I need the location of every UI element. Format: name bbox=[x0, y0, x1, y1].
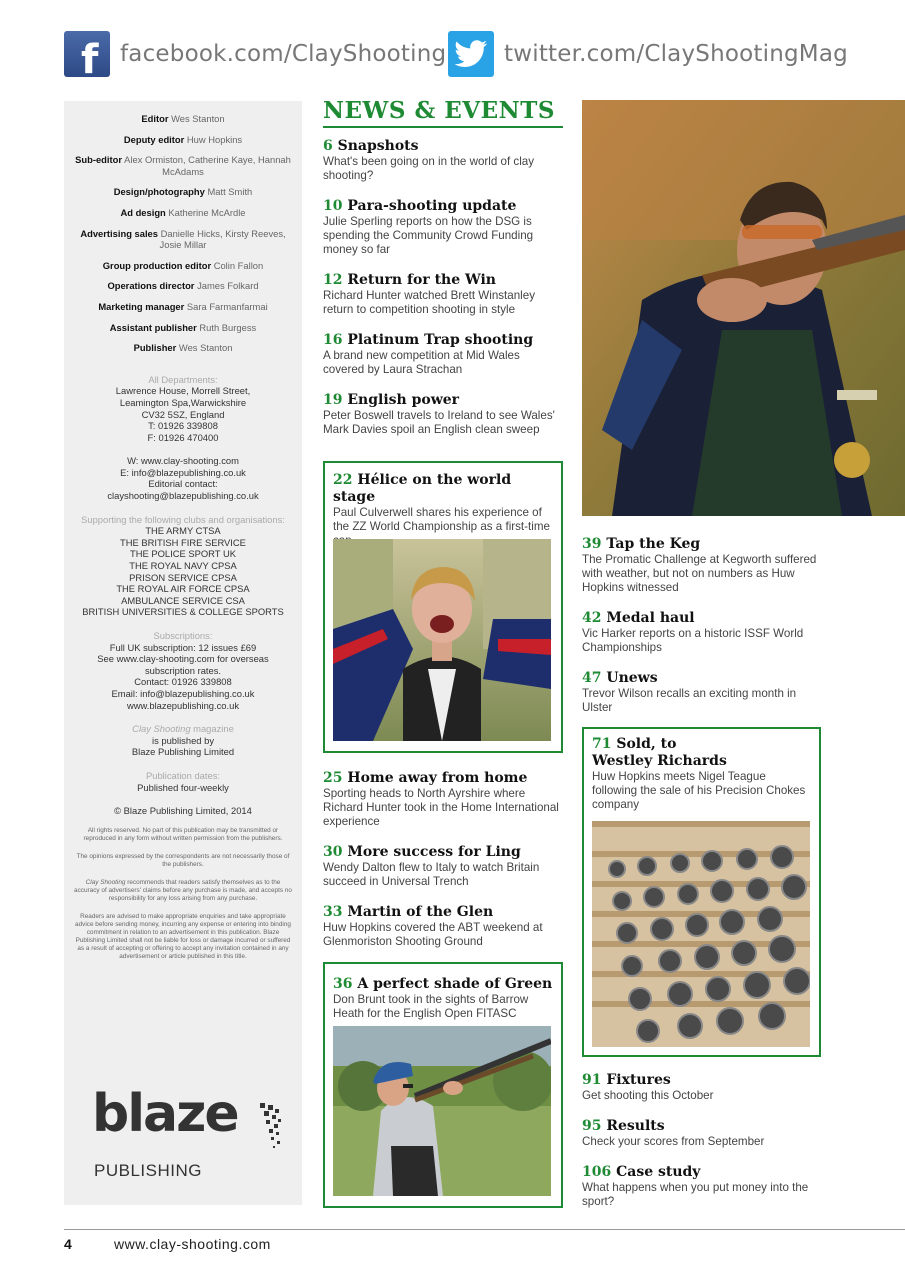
staff-name: Huw Hopkins bbox=[186, 133, 243, 145]
twitter-bird-icon bbox=[448, 31, 494, 77]
fax-line: F: 01926 470400 bbox=[147, 431, 219, 443]
staff-name: Alex Ormiston, Catherine Kaye, Hannah McAdams bbox=[124, 154, 291, 177]
page-number-footer: 4 bbox=[64, 1236, 72, 1252]
title-text: A perfect shade of Green bbox=[352, 976, 553, 992]
article-title bbox=[582, 1164, 822, 1181]
article-description: Wendy Dalton flew to Italy to watch Britain succeed in Universal Trench bbox=[323, 861, 540, 888]
article-description: A brand new competition at Mid Wales covered by Laura Strachan bbox=[323, 349, 520, 376]
article-description: Paul Culverwell shares his experience of the ZZ World Championship as a first-time bbox=[333, 506, 550, 533]
club-item: BRITISH UNIVERSITIES & COLLEGE SPORTS bbox=[82, 606, 284, 618]
staff-list bbox=[64, 113, 302, 354]
masthead-sidebar bbox=[64, 101, 302, 1205]
magazine-name: Clay Shooting bbox=[85, 878, 126, 886]
article-title bbox=[323, 770, 561, 787]
contact-block bbox=[72, 455, 294, 501]
article-description: Vic Harker reports on a historic ISSF World Championships bbox=[582, 627, 804, 654]
address-heading: All Departments: bbox=[148, 373, 218, 385]
featured-article-box[interactable] bbox=[323, 962, 563, 1208]
club-item: THE ROYAL NAVY CPSA bbox=[129, 560, 237, 572]
article-entry[interactable] bbox=[323, 844, 561, 889]
article-description: Sporting heads to North Ayrshire where Richard Hunter took in the Home International experience bbox=[323, 787, 559, 828]
article-entry[interactable] bbox=[323, 138, 561, 183]
magazine-name: Clay Shooting bbox=[132, 723, 191, 735]
staff-row bbox=[64, 207, 302, 219]
page-number: 6 bbox=[323, 138, 333, 154]
article-description: Huw Hopkins covered the ABT weekend at Glenmoriston Shooting Ground bbox=[323, 921, 543, 948]
twitter-url[interactable]: twitter.com/ClayShootingMag bbox=[504, 41, 848, 67]
article-photo bbox=[592, 821, 810, 1047]
twitter-link[interactable] bbox=[448, 30, 848, 78]
subscription-line: Contact: 01926 339808 bbox=[134, 676, 232, 688]
staff-name: Katherine McArdle bbox=[168, 206, 246, 218]
article-title bbox=[333, 472, 555, 506]
svg-text:f: f bbox=[81, 37, 99, 77]
club-item: AMBULANCE SERVICE CSA bbox=[121, 594, 245, 606]
advice-notice: Readers are advised to make appropriate enquiries and take appropriate advice before sending money, incurring any expense or entering into binding commitment in relation to an advertisement in this publication. Blaze Publishing Limited shall not be liable for loss or damage incurred or suffered as a result of accepting or offering to accept any invitation contained in any advertisement or article published in this title. bbox=[75, 912, 291, 960]
editorial-email[interactable]: clayshooting@blazepublishing.co.uk bbox=[107, 490, 259, 502]
staff-name: Wes Stanton bbox=[178, 342, 233, 354]
page-number: 12 bbox=[323, 272, 343, 288]
logo-wordmark: blaze bbox=[92, 1084, 238, 1144]
staff-role: Ad design bbox=[120, 206, 166, 218]
facebook-url[interactable]: facebook.com/ClayShooting bbox=[120, 41, 447, 67]
article-description: What happens when you put money into the sport? bbox=[582, 1181, 809, 1208]
page-number: 22 bbox=[333, 472, 353, 488]
address-block bbox=[72, 374, 294, 444]
address-line: Leamington Spa,Warwickshire bbox=[119, 396, 247, 408]
title-text-line2: Westley Richards bbox=[592, 753, 727, 769]
article-description: Julie Sperling reports on how the DSG is spending the Community Crowd Funding money so far bbox=[323, 215, 534, 256]
article-description: Don Brunt took in the sights of Barrow Heath for the English Open FITASC bbox=[333, 993, 529, 1020]
page-number: 39 bbox=[582, 536, 602, 552]
article-description: Huw Hopkins meets Nigel Teague following the sale of his Precision Chokes company bbox=[592, 770, 806, 811]
staff-row bbox=[64, 228, 302, 251]
subscription-line: See www.clay-shooting.com for overseas bbox=[97, 653, 269, 665]
title-text: Martin of the Glen bbox=[342, 904, 494, 920]
feature-photo-shooter bbox=[582, 100, 905, 516]
staff-role: Advertising sales bbox=[80, 227, 158, 239]
article-photo bbox=[333, 1026, 551, 1196]
staff-row bbox=[64, 342, 302, 354]
page-number: 10 bbox=[323, 198, 343, 214]
page-number: 33 bbox=[323, 904, 343, 920]
copyright bbox=[72, 805, 294, 817]
article-title bbox=[592, 736, 812, 753]
page-number: 71 bbox=[592, 736, 612, 752]
staff-name: Wes Stanton bbox=[171, 113, 225, 124]
email-line[interactable]: E: info@blazepublishing.co.uk bbox=[120, 466, 246, 478]
article-title bbox=[582, 1118, 822, 1135]
staff-row bbox=[64, 113, 302, 125]
article-description: Get shooting this October bbox=[582, 1089, 714, 1102]
blaze-publishing-logo bbox=[92, 1084, 282, 1191]
title-text: Sold, to bbox=[611, 736, 677, 752]
staff-name: James Folkard bbox=[197, 280, 259, 292]
article-title bbox=[333, 976, 555, 993]
staff-row bbox=[64, 322, 302, 334]
title-text: Results bbox=[601, 1118, 665, 1134]
page-number: 36 bbox=[333, 976, 353, 992]
page-number: 106 bbox=[582, 1164, 612, 1180]
article-entry[interactable] bbox=[323, 198, 561, 257]
article-title bbox=[323, 272, 561, 289]
staff-role: Operations director bbox=[107, 280, 195, 292]
article-title bbox=[582, 536, 822, 553]
article-title bbox=[323, 904, 561, 921]
article-title bbox=[323, 844, 561, 861]
subscriptions-block bbox=[72, 630, 294, 711]
facebook-icon bbox=[64, 31, 110, 77]
page-number: 91 bbox=[582, 1072, 602, 1088]
article-description: Peter Boswell travels to Ireland to see Wales' Mark Davies spoil an English clean sweep bbox=[323, 409, 555, 436]
section-title: NEWS & EVENTS bbox=[323, 97, 563, 128]
article-description: Richard Hunter watched Brett Winstanley return to competition shooting in style bbox=[323, 289, 535, 316]
staff-role: Sub-editor bbox=[75, 154, 123, 166]
publisher-note bbox=[72, 723, 294, 758]
footer-divider bbox=[64, 1229, 905, 1230]
article-description: Trevor Wilson recalls an exciting month in Ulster bbox=[582, 687, 797, 714]
page-number: 16 bbox=[323, 332, 343, 348]
article-entry[interactable] bbox=[582, 1118, 822, 1149]
title-text: Hélice on the world stage bbox=[333, 472, 512, 505]
article-description: What's been going on in the world of clay shooting? bbox=[323, 155, 535, 182]
article-description: The Promatic Challenge at Kegworth suffered with weather, but not on numbers as Huw Hopkins witnessed bbox=[582, 553, 817, 594]
clubs-block bbox=[72, 514, 294, 618]
staff-name: Matt Smith bbox=[207, 186, 253, 198]
article-title bbox=[323, 332, 561, 349]
footer-website[interactable]: www.clay-shooting.com bbox=[114, 1236, 271, 1252]
staff-row bbox=[64, 154, 302, 177]
staff-row bbox=[64, 280, 302, 292]
publisher-line: is published by bbox=[151, 734, 215, 746]
staff-role: Deputy editor bbox=[123, 133, 185, 145]
title-text: Para-shooting update bbox=[342, 198, 517, 214]
page-number: 95 bbox=[582, 1118, 602, 1134]
article-title bbox=[582, 670, 822, 687]
staff-row bbox=[64, 134, 302, 146]
magazine-suffix: magazine bbox=[190, 723, 234, 735]
copyright-text: © Blaze Publishing Limited, 2014 bbox=[114, 805, 252, 817]
staff-name: Ruth Burgess bbox=[199, 321, 257, 333]
rights-notice: All rights reserved. No part of this publication may be transmitted or reproduced in any form without written permission from the publishers. bbox=[83, 826, 283, 842]
page-number: 42 bbox=[582, 610, 602, 626]
staff-role: Assistant publisher bbox=[109, 321, 197, 333]
staff-row bbox=[64, 301, 302, 313]
address-line: Lawrence House, Morrell Street, bbox=[115, 385, 251, 397]
staff-row bbox=[64, 186, 302, 198]
title-text: More success for Ling bbox=[342, 844, 521, 860]
website-line[interactable]: W: www.clay-shooting.com bbox=[127, 455, 239, 467]
article-title bbox=[323, 392, 561, 409]
publication-heading: Publication dates: bbox=[145, 769, 220, 781]
article-description: Check your scores from September bbox=[582, 1135, 765, 1148]
subscription-line: subscription rates. bbox=[144, 664, 222, 676]
title-text: Home away from home bbox=[342, 770, 528, 786]
article-entry[interactable] bbox=[323, 904, 561, 949]
club-item: THE ROYAL AIR FORCE CPSA bbox=[116, 583, 250, 595]
subscription-line[interactable]: www.blazepublishing.co.uk bbox=[126, 699, 240, 711]
facebook-link[interactable] bbox=[64, 30, 446, 78]
publication-frequency: Published four-weekly bbox=[137, 781, 229, 793]
publication-dates bbox=[72, 770, 294, 793]
title-text: Return for the Win bbox=[342, 272, 496, 288]
article-entry[interactable] bbox=[582, 1072, 822, 1103]
title-text: Unews bbox=[601, 670, 658, 686]
recommend-text: recommends that readers satisfy themselves as to the accuracy of advertisers' claims before any purchase is made, and accepts no responsibility for any loss arising from any purchase. bbox=[74, 878, 292, 902]
recommend-notice bbox=[74, 879, 292, 903]
club-item: THE POLICE SPORT UK bbox=[130, 548, 236, 560]
staff-name: Danielle Hicks, Kirsty Reeves, Josie Millar bbox=[159, 227, 286, 251]
title-text: Platinum Trap shooting bbox=[342, 332, 534, 348]
title-text: English power bbox=[342, 392, 460, 408]
featured-article-box[interactable] bbox=[323, 461, 563, 753]
club-item: THE BRITISH FIRE SERVICE bbox=[120, 536, 246, 548]
article-entry[interactable] bbox=[582, 610, 822, 655]
phone-line: T: 01926 339808 bbox=[148, 420, 218, 432]
editorial-label: Editorial contact: bbox=[148, 478, 218, 490]
article-title bbox=[582, 610, 822, 627]
address-line: CV32 5SZ, England bbox=[141, 408, 225, 420]
featured-article-box[interactable] bbox=[582, 727, 821, 1057]
subscriptions-heading: Subscriptions: bbox=[153, 630, 213, 641]
article-entry[interactable] bbox=[323, 272, 561, 317]
staff-name: Sara Farmanfarmai bbox=[186, 300, 268, 312]
title-text: Case study bbox=[611, 1164, 701, 1180]
article-entry[interactable] bbox=[323, 392, 561, 437]
subscription-line: Full UK subscription: 12 issues £69 bbox=[109, 641, 257, 653]
staff-role: Group production editor bbox=[102, 259, 212, 271]
article-entry[interactable] bbox=[323, 770, 561, 829]
article-title bbox=[323, 138, 561, 155]
title-text: Medal haul bbox=[601, 610, 695, 626]
article-entry[interactable] bbox=[582, 536, 822, 595]
clubs-heading: Supporting the following clubs and organisations: bbox=[81, 513, 285, 525]
article-title bbox=[323, 198, 561, 215]
subscription-line[interactable]: Email: info@blazepublishing.co.uk bbox=[111, 687, 255, 699]
blaze-pixel-icon bbox=[242, 1101, 282, 1161]
title-text: Snapshots bbox=[332, 138, 419, 154]
article-photo bbox=[333, 539, 551, 741]
page-number: 47 bbox=[582, 670, 602, 686]
staff-role: Editor bbox=[141, 113, 169, 124]
club-item: PRISON SERVICE CPSA bbox=[129, 571, 237, 583]
article-entry[interactable] bbox=[323, 332, 561, 377]
page-number: 30 bbox=[323, 844, 343, 860]
staff-role: Marketing manager bbox=[98, 300, 185, 312]
opinions-notice: The opinions expressed by the correspondents are not necessarily those of the publishers. bbox=[76, 852, 290, 868]
staff-role: Publisher bbox=[133, 342, 177, 354]
article-title bbox=[582, 1072, 822, 1089]
publisher-line: Blaze Publishing Limited bbox=[131, 746, 235, 758]
page-number: 25 bbox=[323, 770, 343, 786]
club-item: THE ARMY CTSA bbox=[145, 525, 221, 537]
page-number: 19 bbox=[323, 392, 343, 408]
title-text: Fixtures bbox=[601, 1072, 671, 1088]
logo-subtitle: PUBLISHING bbox=[94, 1161, 202, 1180]
article-entry[interactable] bbox=[582, 670, 822, 715]
article-entry[interactable] bbox=[582, 1164, 822, 1209]
title-text: Tap the Keg bbox=[601, 536, 701, 552]
staff-role: Design/photography bbox=[113, 186, 205, 198]
staff-name: Colin Fallon bbox=[213, 259, 264, 271]
staff-row bbox=[64, 260, 302, 272]
